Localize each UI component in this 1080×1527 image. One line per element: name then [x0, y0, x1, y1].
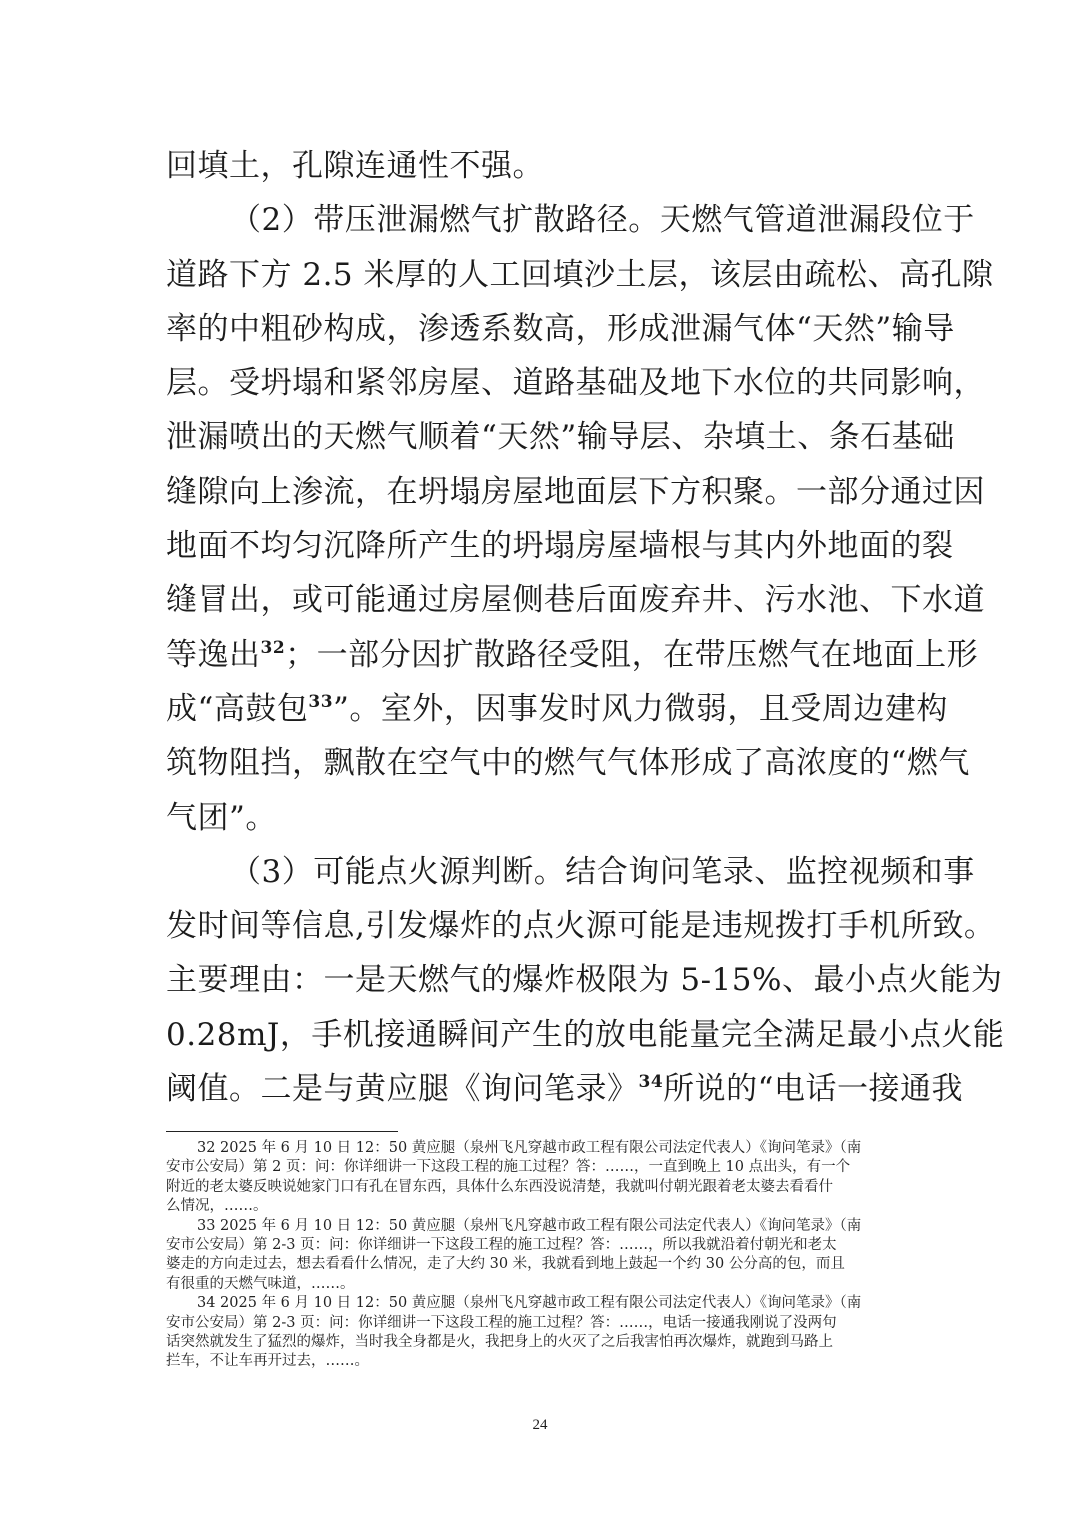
footnote-line: 安市公安局）第 2-3 页：问：你详细讲一下这段工程的施工过程？答：……，电话一接通我刚说了没两句 [166, 1314, 837, 1331]
footnote-line: 么情况，……。 [166, 1198, 268, 1215]
body-line: 回填土，孔隙连通性不强。 [166, 148, 544, 184]
footnote-33 [166, 1217, 918, 1295]
page-number: 24 [532, 1417, 548, 1433]
body-line [166, 1062, 964, 1116]
body-text-segment: 等逸出 [166, 636, 261, 673]
body-text-segment: 成“高鼓包 [166, 690, 309, 727]
body-text-segment: 所说的“电话一接通我 [663, 1071, 964, 1108]
body-text [166, 139, 1005, 1116]
body-line: 缝冒出，或可能通过房屋侧巷后面废弃井、污水池、下水道 [166, 582, 985, 619]
footnote-line: 话突然就发生了猛烈的爆炸，当时我全身都是火，我把身上的火灭了之后我害怕再次爆炸，就跑到马路上 [166, 1334, 833, 1351]
footnote-ref-34: 34 [638, 1072, 664, 1093]
footnote-separator [166, 1131, 398, 1132]
body-line: 率的中粗砂构成，渗透系数高，形成泄漏气体“天然”输导 [166, 310, 955, 347]
body-line: 气团”。 [166, 799, 277, 836]
footnote-34 [166, 1294, 918, 1372]
footnote-ref-32: 32 [260, 637, 286, 658]
body-line: 地面不均匀沉降所产生的坍塌房屋墙根与其内外地面的裂 [166, 528, 954, 565]
body-line: 缝隙向上渗流，在坍塌房屋地面层下方积聚。一部分通过因 [166, 473, 985, 510]
body-line: 泄漏喷出的天燃气顺着“天然”输导层、杂填土、条石基础 [166, 419, 955, 456]
footnote-line: 婆走的方向走过去，想去看看什么情况，走了大约 30 米，我就看到地上鼓起一个约 30 公分高的包，而且 [166, 1256, 845, 1273]
body-text-segment: ；一部分因扩散路径受阻，在带压燃气在地面上形 [285, 636, 979, 673]
body-line [166, 682, 948, 736]
body-line: （3）可能点火源判断。结合询问笔录、监控视频和事 [230, 853, 975, 890]
footnote-line: 安市公安局）第 2 页：问：你详细讲一下这段工程的施工过程？答：……，一直到晚上 10 点出头，有一个 [166, 1159, 851, 1176]
body-line: （2）带压泄漏燃气扩散路径。天燃气管道泄漏段位于 [230, 202, 975, 239]
footnotes [166, 1139, 918, 1372]
body-line: 层。受坍塌和紧邻房屋、道路基础及地下水位的共同影响， [166, 365, 985, 402]
footnote-line: 32 2025 年 6 月 10 日 12：50 黄应腿（泉州飞凡穿越市政工程有限公司法定代表人）《询问笔录》（南 [197, 1140, 862, 1156]
footnote-32 [166, 1139, 918, 1217]
footnote-line: 有很重的天燃气味道，……。 [166, 1275, 355, 1292]
body-line: 发时间等信息,引发爆炸的点火源可能是违规拨打手机所致。 [166, 908, 996, 945]
footnote-ref-33: 33 [308, 691, 334, 712]
body-line [166, 628, 979, 682]
footnote-line: 33 2025 年 6 月 10 日 12：50 黄应腿（泉州飞凡穿越市政工程有限公司法定代表人）《询问笔录》（南 [197, 1217, 862, 1234]
body-line: 道路下方 2.5 米厚的人工回填沙土层，该层由疏松、高孔隙 [166, 256, 994, 293]
body-text-segment: 阈值。二是与黄应腿《询问笔录》 [166, 1071, 639, 1108]
footnote-line: 拦车，不让车再开过去，……。 [166, 1353, 369, 1370]
body-line: 主要理由：一是天燃气的爆炸极限为 5-15%、最小点火能为 [166, 962, 1003, 999]
footnote-line: 安市公安局）第 2-3 页：问：你详细讲一下这段工程的施工过程？答：……，所以我就沿着付朝光和老太 [166, 1237, 837, 1254]
body-line: 筑物阻挡，飘散在空气中的燃气气体形成了高浓度的“燃气 [166, 745, 970, 782]
footnote-line: 附近的老太婆反映说她家门口有孔在冒东西，具体什么东西没说清楚，我就叫付朝光跟着老太婆去看看什 [166, 1178, 833, 1195]
body-text-segment: ”。室外，因事发时风力微弱，且受周边建构 [333, 690, 948, 727]
footnote-line: 34 2025 年 6 月 10 日 12：50 黄应腿（泉州飞凡穿越市政工程有限公司法定代表人）《询问笔录》（南 [197, 1295, 862, 1312]
body-line: 0.28mJ，手机接通瞬间产生的放电能量完全满足最小点火能 [166, 1016, 1005, 1053]
